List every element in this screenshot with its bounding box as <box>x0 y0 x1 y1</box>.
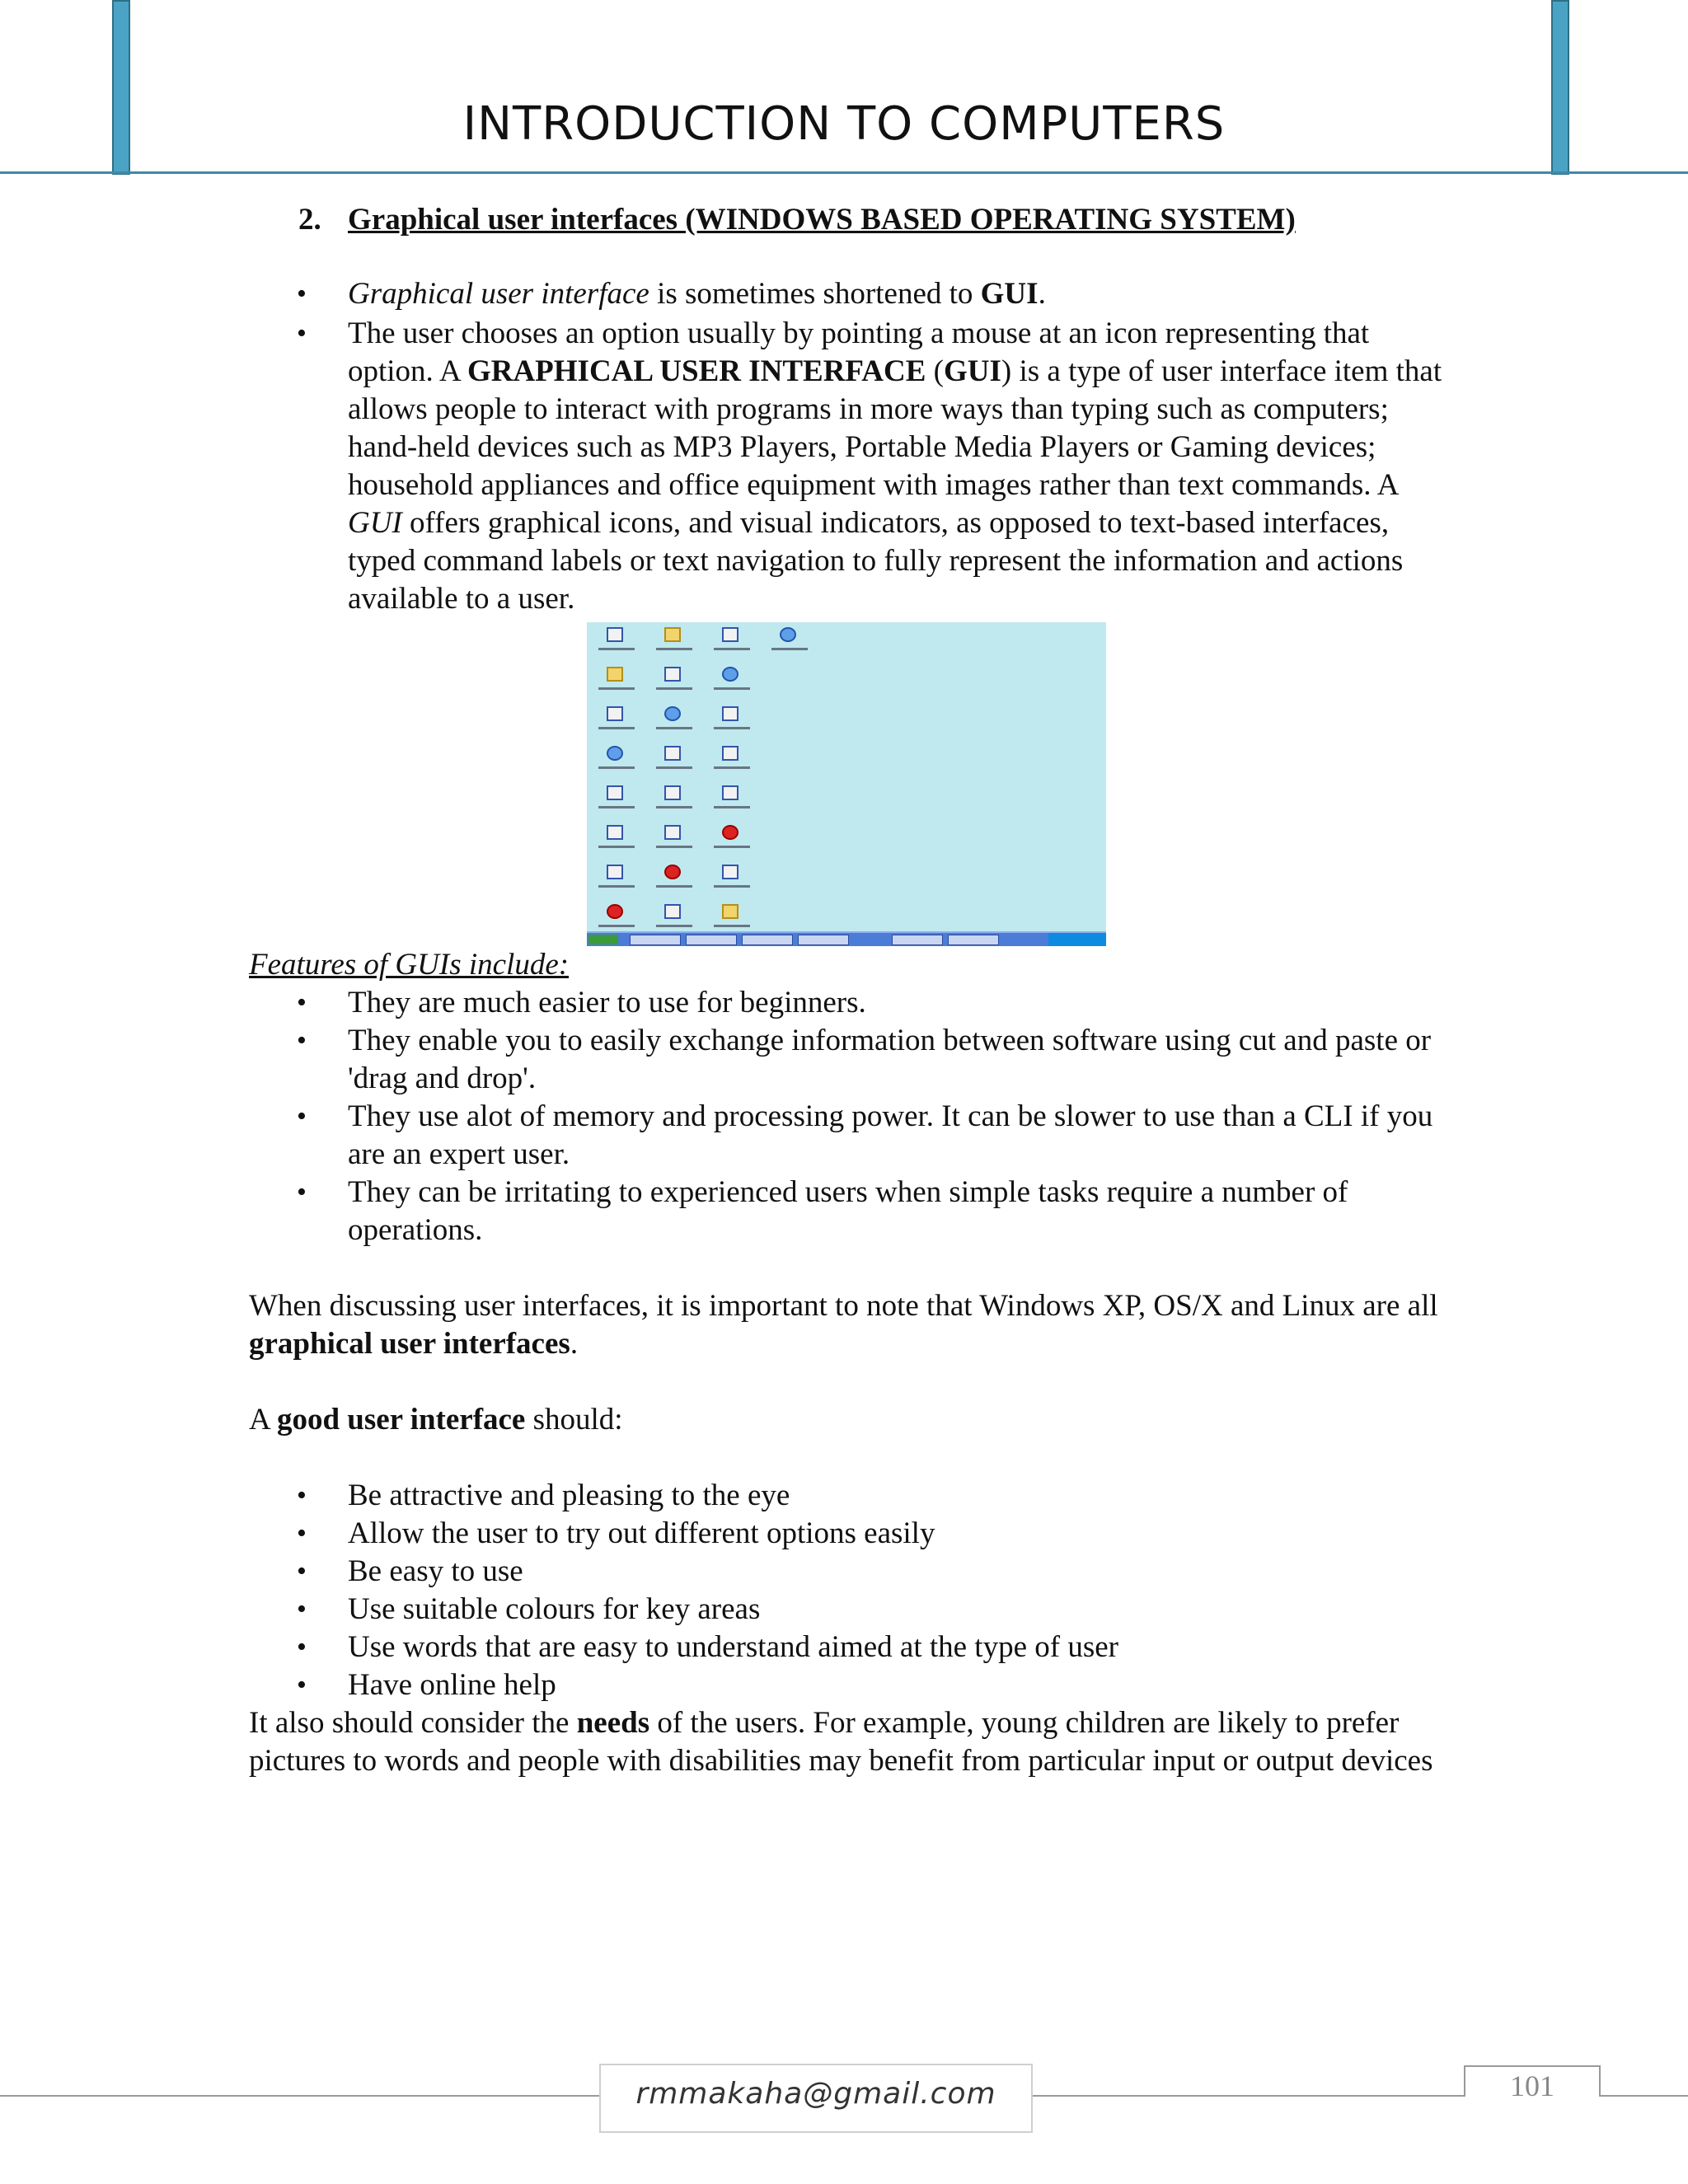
intro-bullet-list <box>297 275 1451 618</box>
text-run: GUI <box>980 277 1039 311</box>
desktop-icon-label <box>649 804 699 812</box>
intro-bullet-text <box>348 277 1046 311</box>
list-item: • They enable you to easily exchange information between software using cut and paste or 'drag and drop'. <box>297 1022 1451 1098</box>
desktop-icon <box>649 705 699 746</box>
desktop-icon <box>707 863 757 904</box>
desktop-icon-label <box>592 764 641 772</box>
desktop-icon <box>592 823 641 865</box>
network-icon <box>722 706 738 721</box>
text-run: When discussing user interfaces, it is important to note that Windows XP, OS/X and Linux are all <box>249 1289 1438 1323</box>
desktop-icon-label <box>707 724 757 733</box>
discussion-text <box>249 1289 1438 1361</box>
text-run: A <box>249 1403 277 1436</box>
desktop-icon <box>707 784 757 825</box>
text-run: offers graphical icons, and visual indicators, as opposed to text-based interfaces, typed command labels or text navigation to fully represent the information and actions available to a user. <box>348 506 1404 616</box>
document-icon <box>607 865 623 879</box>
desktop-icon-label <box>592 843 641 851</box>
recycle-icon <box>722 746 738 761</box>
features-list <box>297 984 1451 1249</box>
desktop-icon-label <box>592 883 641 891</box>
text-run: good user interface <box>276 1403 526 1436</box>
text-run: GUI <box>943 354 1001 388</box>
recycle-icon <box>607 825 623 840</box>
header-divider <box>0 171 1688 174</box>
desktop-icon <box>592 744 641 785</box>
taskbar-item <box>948 935 999 945</box>
desktop-icon <box>707 626 757 667</box>
network-icon <box>607 785 623 800</box>
ie-icon <box>722 667 738 682</box>
list-item: • Have online help <box>297 1666 1451 1704</box>
desktop-icon-label <box>707 804 757 812</box>
desktop-icon <box>707 744 757 785</box>
document-icon <box>664 667 681 682</box>
system-tray <box>1048 933 1106 946</box>
intro-bullet <box>297 275 1451 313</box>
desktop-icon <box>649 665 699 706</box>
text-run: The user chooses an option usually by pointing a mouse at an icon representing that option. A <box>348 316 1370 388</box>
text-run: . <box>1038 277 1046 311</box>
ie-icon <box>664 706 681 721</box>
desktop-icon-label <box>707 922 757 930</box>
text-run: GRAPHICAL USER INTERFACE <box>467 354 926 388</box>
taskbar-item <box>798 935 849 945</box>
folder-icon <box>607 667 623 682</box>
desktop-icon <box>649 863 699 904</box>
desktop-icon <box>649 626 699 667</box>
footer-line-left <box>0 2095 599 2097</box>
desktop-icon <box>592 705 641 746</box>
page-header-title: INTRODUCTION TO COMPUTERS <box>462 97 1226 151</box>
taskbar-item <box>686 935 737 945</box>
list-item: • Use suitable colours for key areas <box>297 1591 1451 1629</box>
footer-email: rmmakaha@gmail.com <box>635 2077 996 2111</box>
desktop-icon-label <box>592 804 641 812</box>
list-item: • They can be irritating to experienced users when simple tasks require a number of operations. <box>297 1174 1451 1249</box>
text-run: . <box>570 1327 579 1361</box>
list-item: • Be attractive and pleasing to the eye <box>297 1477 1451 1515</box>
desktop-icon <box>765 626 814 667</box>
good-ui-list <box>297 1477 1451 1704</box>
desktop-icon-label <box>592 724 641 733</box>
good-ui-intro-text <box>249 1403 623 1436</box>
list-item: • Allow the user to try out different options easily <box>297 1515 1451 1553</box>
text-run: GUI <box>348 506 402 540</box>
desktop-icon <box>649 823 699 865</box>
desktop-icon <box>592 626 641 667</box>
ie-icon <box>780 627 796 642</box>
desktop-icon-label <box>765 645 814 654</box>
intro-bullet <box>297 315 1451 618</box>
computer-icon <box>722 865 738 879</box>
discussion-para <box>249 1287 1469 1363</box>
folder-icon <box>664 627 681 642</box>
desktop-screenshot-image <box>587 622 1106 946</box>
text-run: of the users. For example, young children are likely to prefer pictures to words and people with disabilities may benefit from particular input or output devices <box>249 1706 1433 1778</box>
text-run: should: <box>525 1403 623 1436</box>
red-icon <box>722 825 738 840</box>
desktop-icon-label <box>707 883 757 891</box>
desktop-icon-label <box>592 645 641 654</box>
section-number: 2. <box>298 203 321 237</box>
text-run: is sometimes shortened to <box>649 277 981 311</box>
list-item: • They use alot of memory and processing power. It can be slower to use than a CLI if you are an expert user. <box>297 1098 1451 1174</box>
document-icon <box>607 706 623 721</box>
desktop-icon <box>592 665 641 706</box>
taskbar-item <box>892 935 943 945</box>
text-run: graphical user interfaces <box>249 1327 570 1361</box>
features-heading-para <box>249 946 1469 984</box>
ie-icon <box>607 746 623 761</box>
desktop-icon <box>707 665 757 706</box>
needs-para <box>249 1704 1469 1780</box>
computer-icon <box>664 904 681 919</box>
footer-line-right <box>1601 2095 1688 2097</box>
text-run: It also should consider the <box>249 1706 577 1740</box>
footer-line-middle <box>1033 2095 1464 2097</box>
desktop-icon <box>592 863 641 904</box>
computer-icon <box>607 627 623 642</box>
start-button <box>588 935 618 944</box>
desktop-icon-label <box>649 764 699 772</box>
taskbar <box>587 931 1106 946</box>
taskbar-item <box>630 935 681 945</box>
network-icon <box>664 746 681 761</box>
text-run: ( <box>926 354 944 388</box>
list-item: • Use words that are easy to understand aimed at the type of user <box>297 1629 1451 1666</box>
folder-icon <box>722 904 738 919</box>
desktop-icon-label <box>707 685 757 693</box>
text-run: Graphical user interface <box>348 277 649 311</box>
desktop-icon-label <box>649 685 699 693</box>
list-item: • Be easy to use <box>297 1553 1451 1591</box>
desktop-icon <box>649 744 699 785</box>
desktop-icon-label <box>707 764 757 772</box>
taskbar-item <box>742 935 793 945</box>
desktop-icon-label <box>649 883 699 891</box>
desktop-icon-label <box>649 724 699 733</box>
document-icon <box>722 785 738 800</box>
desktop-icon-label <box>649 645 699 654</box>
red-icon <box>607 904 623 919</box>
text-run: ) is a type of user interface item that allows people to interact with programs in more ways than typing such as computers; hand-held devices such as MP3 Players, Portable Media Players or Gaming devices; household appliances and office equipment with images rather than text commands. A <box>348 354 1442 502</box>
features-heading: Features of GUIs include: <box>249 948 570 982</box>
desktop-icon-label <box>707 645 757 654</box>
desktop-icon <box>649 784 699 825</box>
intro-bullet-text <box>348 316 1442 616</box>
desktop-icon-label <box>649 922 699 930</box>
text-run: needs <box>576 1706 650 1740</box>
desktop-icon-label <box>592 922 641 930</box>
desktop-icon-label <box>707 843 757 851</box>
desktop-icon <box>592 784 641 825</box>
section-title: Graphical user interfaces (WINDOWS BASED OPERATING SYSTEM) <box>348 203 1296 237</box>
document-icon <box>722 627 738 642</box>
desktop-icon <box>707 705 757 746</box>
desktop-icon-label <box>649 843 699 851</box>
recycle-icon <box>664 785 681 800</box>
desktop-icon <box>707 823 757 865</box>
good-ui-intro <box>249 1401 1469 1439</box>
page-number: 101 <box>1510 2069 1554 2102</box>
desktop-icon-label <box>592 685 641 693</box>
needs-text <box>249 1706 1432 1778</box>
list-item: • They are much easier to use for beginners. <box>297 984 1451 1022</box>
document-icon <box>664 825 681 840</box>
red-icon <box>664 865 681 879</box>
